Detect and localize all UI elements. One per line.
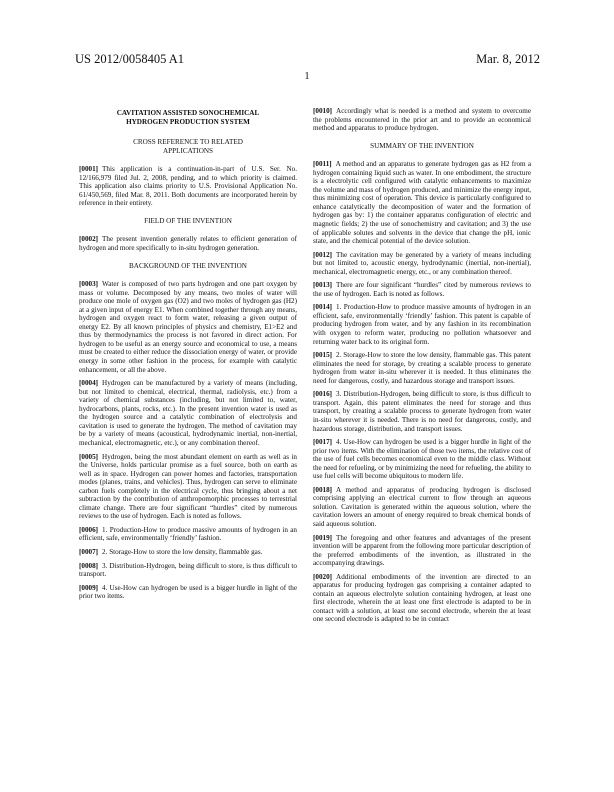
paragraph-number: [0017] bbox=[313, 438, 333, 447]
paragraph-0012 bbox=[313, 251, 531, 277]
paragraph-0015 bbox=[313, 351, 531, 385]
heading-cross-line-2: APPLICATIONS bbox=[163, 146, 213, 155]
paragraph-text: 1. Production-How to produce massive amounts of hydrogen in an efficient, safe, environmentally ‘friendly’ fashion. bbox=[79, 525, 297, 543]
paragraph-text: 1. Production-How to produce massive amounts of hydrogen in an efficient, safe, environmentally ‘friendly’ fashion. This patent is capable of producing hydrogen from water, and by any fashion in its recombination with oxygen to reform water, producing no pollution whatsoever and returning water back to its original form. bbox=[313, 303, 531, 346]
paragraph-0011 bbox=[313, 160, 531, 245]
paragraph-0005 bbox=[79, 453, 297, 521]
paragraph-number: [0009] bbox=[79, 583, 99, 592]
title-line-2: HYDROGEN PRODUCTION SYSTEM bbox=[126, 117, 250, 126]
paragraph-text: 3. Distribution-Hydrogen, being difficult to store, is thus difficult to transport. bbox=[79, 561, 297, 579]
paragraph-number: [0020] bbox=[313, 572, 333, 581]
heading-summary: SUMMARY OF THE INVENTION bbox=[370, 141, 474, 150]
paragraph-text: A method and apparatus of producing hydrogen is disclosed comprising applying an electrical current to flow through an aqueous solution. Cavitation is generated within the aqueous solution, where the cavitation lowers an amount of energy required to break chemical bonds of said aqueous solution. bbox=[313, 485, 531, 528]
paragraph-number: [0003] bbox=[79, 280, 99, 289]
document-title bbox=[79, 109, 297, 126]
heading-background: BACKGROUND OF THE INVENTION bbox=[129, 261, 247, 270]
paragraph-0020 bbox=[313, 573, 531, 624]
heading-cross-reference bbox=[79, 138, 297, 155]
paragraph-0002 bbox=[79, 235, 297, 252]
paragraph-text: Hydrogen can be manufactured by a variety of means (including, but not limited to chemical, electrical, thermal, radiolysis, etc.) from a variety of chemical substances (including, but not limited to, water, hydrocarbons, plants, rocks, etc.). In the present invention water is used as the hydrogen source and a catalytic combination of electrolysis and cavitation is used to generate the hydrogen. The method of cavitation may be by a variety of means (acoustical, hydrodynamic inertial, non-inertial, mechanical, electromagnetic, etc.), or any combination thereof. bbox=[79, 379, 297, 447]
paragraph-number: [0001] bbox=[79, 165, 99, 174]
paragraph-text: 4. Use-How can hydrogen be used is a bigger hurdle in light of the prior two items. bbox=[79, 583, 297, 601]
paragraph-0014 bbox=[313, 303, 531, 346]
paragraph-0019 bbox=[313, 534, 531, 568]
heading-cross-line-1: CROSS REFERENCE TO RELATED bbox=[133, 138, 243, 147]
paragraph-text: Hydrogen, being the most abundant element on earth as well as in the Universe, holds particular promise as a fuel source, both on earth as well as in space. Hydrogen can power homes and factories, transportation modes (planes, trains, and vehicles). Thus, hydrogen can serve to eliminate carbon fuels completely in the electrical cycle, thus bringing about a net subtraction by the contribution of anthropomorphic processes to terrestrial climate change. There are four significant “hurdles” cited by numerous reviews to the use of hydrogen. Each is noted as follows. bbox=[79, 452, 297, 521]
paragraph-text: Accordingly what is needed is a method and system to overcome the problems encountered in the prior art and to provide an economical method and apparatus to produce hydrogen. bbox=[313, 107, 531, 133]
publication-date: Mar. 8, 2012 bbox=[476, 52, 540, 66]
paragraph-text: The foregoing and other features and advantages of the present invention will be apparent from the following more particular description of the preferred embodiments of the invention, as illustrated in the accompanying drawings. bbox=[313, 533, 531, 568]
paragraph-number: [0007] bbox=[79, 547, 99, 556]
paragraph-number: [0019] bbox=[313, 533, 333, 542]
paragraph-0018 bbox=[313, 486, 531, 529]
paragraph-0007 bbox=[79, 548, 297, 557]
paragraph-0016 bbox=[313, 390, 531, 433]
paragraph-0017 bbox=[313, 438, 531, 481]
paragraph-number: [0013] bbox=[313, 281, 333, 290]
paragraph-text: The present invention generally relates to efficient generation of hydrogen and more specifically to in-situ hydrogen generation. bbox=[79, 235, 297, 253]
paragraph-0003 bbox=[79, 280, 297, 374]
paragraph-text: The cavitation may be generated by a variety of means including but not limited to, acoustic energy, hydrodynamic (inertial, non-inertial), mechanical, electromagnetic energy, etc., or any combination thereof. bbox=[313, 250, 531, 276]
paragraph-text: Water is composed of two parts hydrogen and one part oxygen by mass or volume. Decomposed by any means, two moles of water will produce one mole of oxygen gas (O2) and two moles of hydrogen gas (H2) at a given input of energy E1. When combined together through any means, hydrogen and oxygen react to form water, releasing a given output of energy E2. By all known principles of physics and chemistry, E1>E2 and thus by thermodynamics the process is not favored in direct action. For hydrogen to be useful as an energy source and economical to use, a means must be created to either reduce the dissociation energy of water, or provide energy in some other fashion in the process, for example with catalytic enhancement, or all the above. bbox=[79, 280, 297, 374]
paragraph-number: [0014] bbox=[313, 303, 333, 312]
heading-field: FIELD OF THE INVENTION bbox=[144, 216, 232, 225]
paragraph-number: [0004] bbox=[79, 379, 99, 388]
paragraph-0010 bbox=[313, 107, 531, 133]
paragraph-number: [0002] bbox=[79, 235, 99, 244]
paragraph-number: [0005] bbox=[79, 452, 99, 461]
paragraph-text: 3. Distribution-Hydrogen, being difficult to store, is thus difficult to transport. Again, this patent eliminates the need for storage and thus transport, by creating a scalable process to generate hydrogen from water in-situ wherever it is needed. There is no need for dangerous, costly, and hazardous storage, distribution, and transport issues. bbox=[313, 390, 531, 433]
title-line-1: CAVITATION ASSISTED SONOCHEMICAL bbox=[116, 109, 260, 117]
paragraph-0006 bbox=[79, 526, 297, 543]
paragraph-number: [0012] bbox=[313, 250, 333, 259]
paragraph-0008 bbox=[79, 562, 297, 579]
paragraph-number: [0008] bbox=[79, 561, 99, 570]
paragraph-number: [0016] bbox=[313, 390, 333, 399]
paragraph-number: [0006] bbox=[79, 525, 99, 534]
paragraph-text: 2. Storage-How to store the low density, flammable gas. This patent eliminates the need for storage, by creating a scalable process to generate hydrogen from water in-situ wherever it is needed. It thus eliminates the need for dangerous, costly, and hazardous storage and transport issues. bbox=[313, 351, 531, 385]
paragraph-text: Additional embodiments of the invention are directed to an apparatus for producing hydrogen gas comprising a container adapted to contain an aqueous electrolyte solution containing hydrogen, at least one first electrode, wherein the at least one first electrode is adapted to be in contact with a solution, at least one second electrode, wherein the at least one second electrode is adapted to be in contact bbox=[313, 572, 531, 624]
paragraph-0004 bbox=[79, 379, 297, 447]
paragraph-number: [0011] bbox=[313, 160, 332, 169]
left-column bbox=[79, 107, 297, 606]
patent-number: US 2012/0058405 A1 bbox=[75, 52, 185, 66]
paragraph-text: There are four significant “hurdles” cited by numerous reviews to the use of hydrogen. Each is noted as follows. bbox=[313, 281, 531, 298]
paragraph-0001 bbox=[79, 165, 297, 208]
page-number: 1 bbox=[304, 71, 310, 82]
paragraph-number: [0010] bbox=[313, 107, 333, 115]
paragraph-text: 4. Use-How can hydrogen be used is a bigger hurdle in light of the prior two items. With the elimination of those two items, the relative cost of the use of fuel cells becomes economical even to the middle class. Without the need for refueling, or by minimizing the need for refueling, the ability to use fuel cells will become ubiquitous to modern life. bbox=[313, 438, 531, 481]
right-column bbox=[313, 107, 531, 629]
paragraph-text: 2. Storage-How to store the low density, flammable gas. bbox=[102, 547, 263, 556]
paragraph-number: [0018] bbox=[313, 485, 333, 494]
paragraph-text: A method and an apparatus to generate hydrogen gas as H2 from a hydrogen containing liquid such as water. In one embodiment, the structure is a electrolytic cell configured with catalytic enhancements to maximize the volume and mass of hydrogen produced, and minimize the energy input, thus minimizing cost of operation. This device is particularly configured to enhance catalytically the decomposition of water and the formation of hydrogen gas by: 1) the container apparatus configuration of electric and magnetic fields; 2) the use of sonochemistry and cavitation; and 3) the use of applicable solutes and solvents in the device that change the pH, ionic state, and the chemical potential of the device solution. bbox=[313, 160, 531, 246]
paragraph-number: [0015] bbox=[313, 351, 333, 360]
paragraph-0009 bbox=[79, 584, 297, 601]
paragraph-0013 bbox=[313, 281, 531, 298]
paragraph-text: This application is a continuation-in-part of U.S. Ser. No. 12/166,979 filed Jul. 2, 2008, pending, and to which priority is claimed. This application also claims priority to U.S. Provisional Application No. 61/450,569, filed Mar. 8, 2011. Both documents are incorporated herein by reference in their entirety. bbox=[79, 165, 297, 208]
